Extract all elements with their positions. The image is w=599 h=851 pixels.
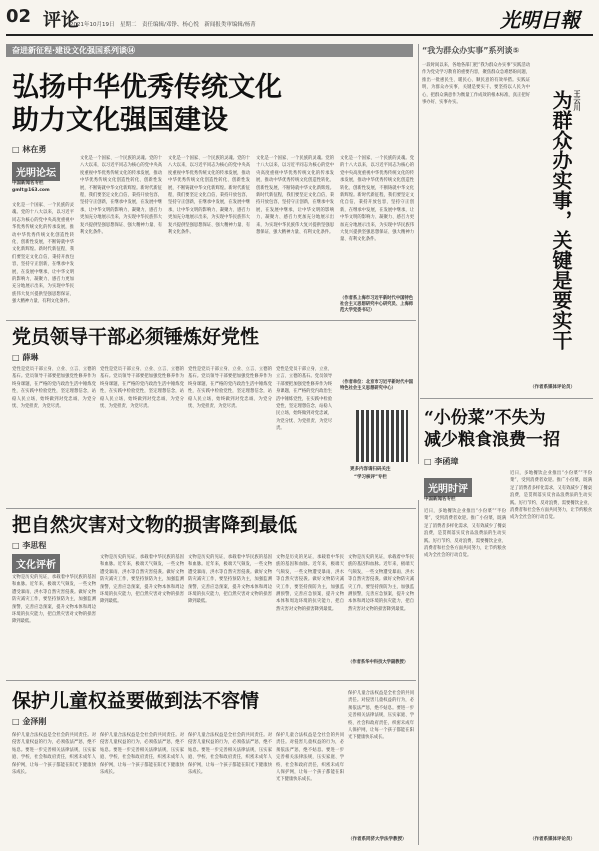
- guangming-forum-logo: 光明论坛: [12, 162, 60, 181]
- article5-body-col4: 文物是历史的见证，承载着中华民族的基因和血脉。近年来，极端天气频发，一些文物遭受暴雨、洪水等自然灾害侵袭。做好文物防灾减灾工作，要坚持预防为主，加强监测预警，完善应急预案，提升文物本体和周边环境的抗灾能力，把自然灾害对文物的损害降到最低。: [276, 555, 344, 612]
- article2-title: 为群众办实事，关键是要实干: [549, 90, 573, 350]
- article3-body-col2: 党性是党员干部立身、立业、立言、立德的基石。党员领导干部要把加强党性修养作为终身课题，在严格的党内政治生活中锤炼党性，在实践中检验党性，坚定理想信念，站稳人民立场，始终做到对党忠诚、为党分忧、为党担责、为党尽责。: [100, 367, 184, 410]
- byline-mark: □: [12, 353, 20, 362]
- logo-subtitle: 中国新闻名专栏: [424, 497, 456, 502]
- column-divider: [418, 44, 419, 464]
- byline-mark: □: [424, 457, 432, 466]
- newspaper-masthead: 光明日報: [500, 8, 580, 32]
- article5-body-col3: 文物是历史的见证，承载着中华民族的基因和血脉。近年来，极端天气频发，一些文物遭受暴雨、洪水等自然灾害侵袭。做好文物防灾减灾工作，要坚持预防为主，加强监测预警，完善应急预案，提升文物本体和周边环境的抗灾能力，把自然灾害对文物的损害降到最低。: [188, 555, 272, 605]
- article4-body-col1: 近日，多地餐饮企业推出“小份菜”“半份菜”，受到消费者欢迎。推广小份菜，既满足了消费者多样化需求，又有效减少了餐桌浪费，是贯彻落实反食品浪费法的生动实践。厉行节约、反对浪费，需要餐饮企业、消费者和社会各方面共同努力，让节约粮食成为全社会的行动自觉。: [424, 509, 506, 559]
- article5-body-col5: 文物是历史的见证，承载着中华民族的基因和血脉。近年来，极端天气频发，一些文物遭受暴雨、洪水等自然灾害侵袭。做好文物防灾减灾工作，要坚持预防为主，加强监测预警，完善应急预案，提升文物本体和周边环境的抗灾能力，把自然灾害对文物的损害降到最低。: [348, 555, 414, 612]
- article3-affiliation: （作者单位：北京市习近平新时代中国特色社会主义思想研究中心）: [340, 380, 414, 391]
- byline-mark: □: [12, 145, 20, 154]
- article1-body-col5: 文化是一个国家、一个民族的灵魂。党的十八大以来，以习近平同志为核心的党中央高度重视中华优秀传统文化的传承发展，推动中华优秀传统文化创造性转化、创新性发展，不断铸就中华文化新辉煌。新时代新征程，我们要坚定文化自信，秉持开放包容，坚持守正创新，在继承中发展，在发展中继承，让中华文明的影响力、凝聚力、感召力更加充分地展示出来，为实现中华民族伟大复兴提供坚强思想保证、强大精神力量、有利文化条件。: [340, 156, 414, 243]
- qr-caption-line2: “学习核评”专栏: [354, 475, 387, 480]
- divider: [420, 398, 593, 399]
- header-divider: [6, 34, 593, 36]
- article6-affiliation: （作者系同济大学法学教授）: [348, 837, 407, 842]
- article1-author: 林在勇: [22, 145, 47, 154]
- article6-author: 金泽刚: [22, 717, 47, 726]
- article3-body-col1: 党性是党员干部立身、立业、立言、立德的基石。党员领导干部要把加强党性修养作为终身课题，在严格的党内政治生活中锤炼党性，在实践中检验党性，坚定理想信念，站稳人民立场，始终做到对党忠诚、为党分忧、为党担责、为党尽责。: [12, 367, 96, 410]
- article2-author: 王云川: [573, 90, 581, 111]
- culture-analysis-logo: 文化评析: [12, 554, 60, 573]
- article1-title-line2: 助力文化强国建设: [12, 105, 228, 136]
- logo-subtitle: 中国新闻名专栏: [12, 181, 44, 186]
- divider: [6, 320, 416, 321]
- article6-body-col2: 保护儿童合法权益是全社会的共同责任。对侵害儿童权益的行为，必须依法严惩，绝不姑息。要进一步完善相关法律法规，压实家庭、学校、社会和政府责任，织密未成年人保护网，让每一个孩子都能在阳光下健康快乐成长。: [100, 733, 184, 776]
- article5-author: 李思程: [22, 541, 47, 550]
- article6-title: 保护儿童权益要做到法不容情: [12, 690, 260, 712]
- article1-title-line1: 弘扬中华优秀传统文化: [12, 72, 282, 103]
- article1-affiliation: （作者系上海市习近平新时代中国特色社会主义思想研究中心研究员、上海师范大学党委书记）: [340, 296, 414, 313]
- logo-email: gmlt@163.com: [12, 188, 50, 193]
- article6-byline: [12, 716, 46, 727]
- article2-source: （作者系媒体评论员）: [530, 385, 575, 390]
- article4-author: 李函璋: [434, 457, 459, 466]
- article1-body-col1: 文化是一个国家、一个民族的灵魂。党的十八大以来，以习近平同志为核心的党中央高度重视中华优秀传统文化的传承发展，推动中华优秀传统文化创造性转化、创新性发展，不断铸就中华文化新辉煌。新时代新征程，我们要坚定文化自信，秉持开放包容，坚持守正创新，在继承中发展，在发展中继承，让中华文明的影响力、凝聚力、感召力更加充分地展示出来，为实现中华民族伟大复兴提供坚强思想保证、强大精神力量、有利文化条件。: [12, 203, 74, 305]
- article6-body-col5: 保护儿童合法权益是全社会的共同责任。对侵害儿童权益的行为，必须依法严惩，绝不姑息。要进一步完善相关法律法规，压实家庭、学校、社会和政府责任，织密未成年人保护网，让每一个孩子都能在阳光下健康快乐成长。: [348, 691, 414, 741]
- article6-body-col3: 保护儿童合法权益是全社会的共同责任。对侵害儿童权益的行为，必须依法严惩，绝不姑息。要进一步完善相关法律法规，压实家庭、学校、社会和政府责任，织密未成年人保护网，让每一个孩子都能在阳光下健康快乐成长。: [188, 733, 272, 776]
- article4-byline: [424, 456, 458, 467]
- series-banner-left-text: 奋进新征程·建设文化强国系列谈⑭: [12, 46, 136, 55]
- issue-info: 2021年10月19日 星期二 责任编辑/邓铮、杨心悦 新闻报类审编辑/杨菁: [70, 22, 256, 28]
- article4-source: （作者系媒体评论员）: [530, 837, 575, 842]
- article3-body-col3: 党性是党员干部立身、立业、立言、立德的基石。党员领导干部要把加强党性修养作为终身课题，在严格的党内政治生活中锤炼党性，在实践中检验党性，坚定理想信念，站稳人民立场，始终做到对党忠诚、为党分忧、为党担责、为党尽责。: [188, 367, 272, 410]
- column-divider: [418, 500, 419, 845]
- byline-mark: □: [12, 717, 20, 726]
- article4-title-line2: 减少粮食浪费一招: [424, 430, 560, 450]
- article5-affiliation: （作者系华中科技大学副教授）: [348, 660, 409, 665]
- article1-body-col2: 文化是一个国家、一个民族的灵魂。党的十八大以来，以习近平同志为核心的党中央高度重视中华优秀传统文化的传承发展，推动中华优秀传统文化创造性转化、创新性发展，不断铸就中华文化新辉煌。新时代新征程，我们要坚定文化自信，秉持开放包容，坚持守正创新，在继承中发展，在发展中继承，让中华文明的影响力、凝聚力、感召力更加充分地展示出来，为实现中华民族伟大复兴提供坚强思想保证、强大精神力量、有利文化条件。: [80, 156, 162, 236]
- article6-body-col1: 保护儿童合法权益是全社会的共同责任。对侵害儿童权益的行为，必须依法严惩，绝不姑息。要进一步完善相关法律法规，压实家庭、学校、社会和政府责任，织密未成年人保护网，让每一个孩子都能在阳光下健康快乐成长。: [12, 733, 96, 776]
- article3-byline: [12, 352, 38, 363]
- article5-byline: [12, 540, 46, 551]
- article3-body-col4: 党性是党员干部立身、立业、立言、立德的基石。党员领导干部要把加强党性修养作为终身课题，在严格的党内政治生活中锤炼党性，在实践中检验党性，坚定理想信念，站稳人民立场，始终做到对党忠诚、为党分忧、为党担责、为党尽责。: [276, 367, 332, 432]
- article5-title: 把自然灾害对文物的损害降到最低: [12, 514, 298, 536]
- page-number: 02: [6, 6, 32, 27]
- qr-caption-line1: 更多内容请扫码关注: [350, 467, 391, 472]
- section-title: 评论: [43, 10, 79, 31]
- qr-code: [356, 410, 408, 462]
- divider: [6, 680, 416, 681]
- article6-body-col4: 保护儿童合法权益是全社会的共同责任。对侵害儿童权益的行为，必须依法严惩，绝不姑息。要进一步完善相关法律法规，压实家庭、学校、社会和政府责任，织密未成年人保护网，让每一个孩子都能在阳光下健康快乐成长。: [276, 733, 344, 783]
- page-header: [0, 0, 599, 36]
- article5-body-col2: 文物是历史的见证，承载着中华民族的基因和血脉。近年来，极端天气频发，一些文物遭受暴雨、洪水等自然灾害侵袭。做好文物防灾减灾工作，要坚持预防为主，加强监测预警，完善应急预案，提升文物本体和周边环境的抗灾能力，把自然灾害对文物的损害降到最低。: [100, 555, 184, 605]
- article1-byline: [12, 144, 46, 155]
- article4-title-line1: “小份菜”不失为: [424, 408, 546, 428]
- article1-body-col3: 文化是一个国家、一个民族的灵魂。党的十八大以来，以习近平同志为核心的党中央高度重视中华优秀传统文化的传承发展，推动中华优秀传统文化创造性转化、创新性发展，不断铸就中华文化新辉煌。新时代新征程，我们要坚定文化自信，秉持开放包容，坚持守正创新，在继承中发展，在发展中继承，让中华文明的影响力、凝聚力、感召力更加充分地展示出来，为实现中华民族伟大复兴提供坚强思想保证、强大精神力量、有利文化条件。: [168, 156, 250, 236]
- article4-body-col2: 近日，多地餐饮企业推出“小份菜”“半份菜”，受到消费者欢迎。推广小份菜，既满足了消费者多样化需求，又有效减少了餐桌浪费，是贯彻落实反食品浪费法的生动实践。厉行节约、反对浪费，需要餐饮企业、消费者和社会各方面共同努力，让节约粮食成为全社会的行动自觉。: [510, 471, 592, 521]
- guangming-commentary-logo: 光明时评: [424, 478, 472, 497]
- article2-body: 一段时间以来，各地各部门把“我为群众办实事”实践活动作为党史学习教育的重要内容，聚焦群众急难愁盼问题，推出一批惠民生、暖民心、顺民意的有效举措。实践证明，为群众办实事，关键是要实干。要坚持以人民为中心，把群众满意作为衡量工作成效的根本标准，真正把好事办好、实事办实。: [422, 63, 530, 106]
- article3-author: 薛琳: [22, 353, 39, 362]
- series-banner-right-text: “我为群众办实事”系列谈⑤: [422, 46, 520, 55]
- divider: [6, 508, 416, 509]
- article3-title: 党员领导干部必须锤炼好党性: [12, 326, 260, 348]
- article5-body-col1: 文物是历史的见证，承载着中华民族的基因和血脉。近年来，极端天气频发，一些文物遭受暴雨、洪水等自然灾害侵袭。做好文物防灾减灾工作，要坚持预防为主，加强监测预警，完善应急预案，提升文物本体和周边环境的抗灾能力，把自然灾害对文物的损害降到最低。: [12, 575, 96, 625]
- byline-mark: □: [12, 541, 20, 550]
- article1-body-col4: 文化是一个国家、一个民族的灵魂。党的十八大以来，以习近平同志为核心的党中央高度重视中华优秀传统文化的传承发展，推动中华优秀传统文化创造性转化、创新性发展，不断铸就中华文化新辉煌。新时代新征程，我们要坚定文化自信，秉持开放包容，坚持守正创新，在继承中发展，在发展中继承，让中华文明的影响力、凝聚力、感召力更加充分地展示出来，为实现中华民族伟大复兴提供坚强思想保证、强大精神力量、有利文化条件。: [256, 156, 334, 236]
